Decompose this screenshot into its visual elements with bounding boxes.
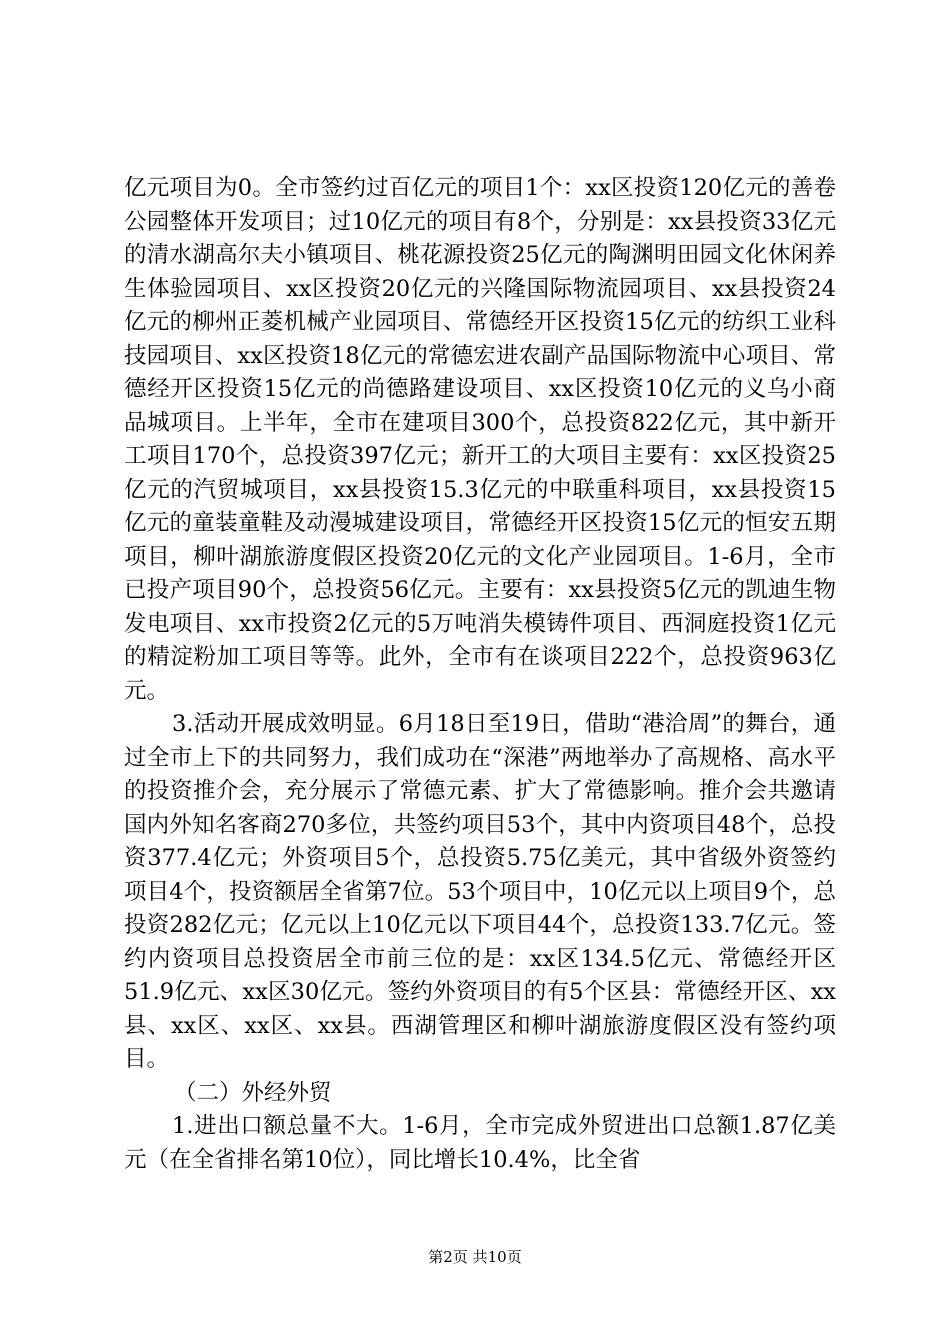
paragraph-activity-results: 3.活动开展成效明显。6月18日至19日，借助“港洽周”的舞台，通过全市上下的共同努力，我们成功在“深港”两地举办了高规格、高水平的投资推介会，充分展示了常德元素、扩大了常德影响。推介会共邀请国内外知名客商270多位，共签约项目53个，其中内资项目48个，总投资377.4亿元；外资项目5个，总投资5.75亿美元，其中省级外资签约项目4个，投资额居全省第7位。53个项目中，10亿元以上项目9个，总投资282亿元；亿元以上10亿元以下项目44个，总投资133.7亿元。签约内资项目总投资居全市前三位的是：xx区134.5亿元、常德经开区51.9亿元、xx区30亿元。签约外资项目的有5个区县：常德经开区、xx县、xx区、xx区、xx县。西湖管理区和柳叶湖旅游度假区没有签约项目。	[124, 711, 836, 1072]
document-body	[124, 172, 836, 1177]
paragraph-investment-projects: 亿元项目为0。全市签约过百亿元的项目1个：xx区投资120亿元的善卷公园整体开发项目；过10亿元的项目有8个，分别是：xx县投资33亿元的清水湖高尔夫小镇项目、桃花源投资25亿元的陶渊明田园文化休闲养生体验园项目、xx区投资20亿元的兴隆国际物流园项目、xx县投资24亿元的柳州正菱机械产业园项目、常德经开区投资15亿元的纺织工业科技园项目、xx区投资18亿元的常德宏进农副产品国际物流中心项目、常德经开区投资15亿元的尚德路建设项目、xx区投资10亿元的义乌小商品城项目。上半年，全市在建项目300个，总投资822亿元，其中新开工项目170个，总投资397亿元；新开工的大项目主要有：xx区投资25亿元的汽贸城项目，xx县投资15.3亿元的中联重科项目，xx县投资15亿元的童装童鞋及动漫城建设项目，常德经开区投资15亿元的恒安五期项目，柳叶湖旅游度假区投资20亿元的文化产业园项目。1-6月，全市已投产项目90个，总投资56亿元。主要有：xx县投资5亿元的凯迪生物发电项目、xx市投资2亿元的5万吨消失模铸件项目、西洞庭投资1亿元的精淀粉加工项目等等。此外，全市有在谈项目222个，总投资963亿元。	[124, 175, 836, 704]
paragraph-import-export: 1.进出口额总量不大。1-6月，全市完成外贸进出口总额1.87亿美元（在全省排名第10位），同比增长10.4%，比全省	[124, 1113, 836, 1173]
page-footer: 第2页 共10页	[428, 1248, 522, 1266]
section-heading-foreign-trade: （二）外经外贸	[174, 1079, 332, 1106]
